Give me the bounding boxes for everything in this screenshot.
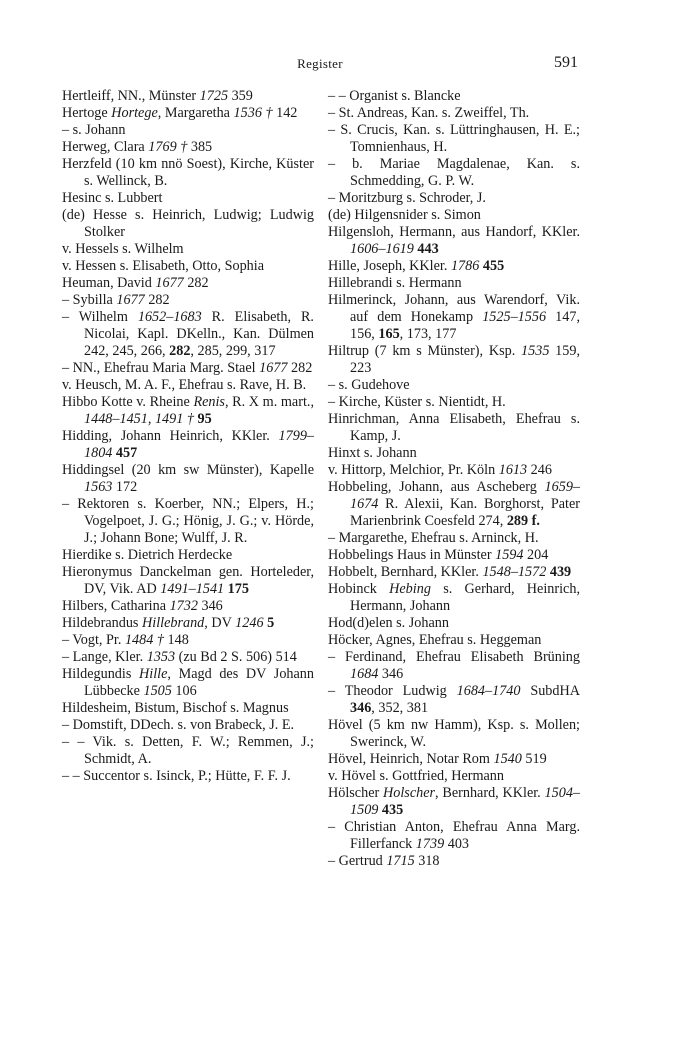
entry-text: – Sybilla (62, 292, 117, 308)
entry-text: Hieronymus Danckelman gen. Horteleder, DV, Vik. AD (62, 564, 314, 597)
index-entry (328, 564, 580, 581)
entry-text: 1732 (169, 598, 198, 614)
index-entry (62, 258, 314, 275)
entry-text: 1684 (350, 666, 379, 682)
entry-text: 1677 (259, 360, 288, 376)
entry-text: 346 (197, 598, 223, 614)
index-entry (328, 343, 580, 377)
page-header (62, 54, 578, 74)
entry-text: Hinxt s. Johann (328, 445, 417, 461)
entry-text: – NN., Ehefrau Maria Marg. Stael (62, 360, 260, 376)
entry-text: Hiltrup (7 km s Münster), Ksp. (328, 343, 522, 359)
entry-text: – Vogt, Pr. (62, 632, 125, 648)
entry-text: Hilgensloh, Hermann, aus Handorf, KKler. (328, 224, 580, 240)
index-entry (328, 615, 580, 632)
entry-text: 359 (228, 88, 253, 104)
index-entry (328, 717, 580, 751)
entry-text: Herweg, Clara (62, 139, 149, 155)
entry-text: Hierdike s. Dietrich Herdecke (62, 547, 233, 563)
entry-text: Höcker, Agnes, Ehefrau s. Heggeman (328, 632, 542, 648)
entry-text: v. Hittorp, Melchior, Pr. Köln (328, 462, 499, 478)
entry-text: 385 (187, 139, 213, 155)
entry-text: Hebing (389, 581, 431, 597)
entry-text: 457 (115, 445, 138, 461)
entry-text: 443 (417, 241, 439, 257)
entry-text: 1484 † (124, 632, 164, 648)
page-number: 591 (554, 54, 578, 71)
index-entry (62, 156, 314, 190)
entry-text: Hillebrandi s. Hermann (328, 275, 462, 291)
entry-text: 1677 (155, 275, 184, 291)
entry-text: Hövel, Heinrich, Notar Rom (328, 751, 494, 767)
entry-text: , 285, 299, 317 (190, 343, 276, 359)
entry-text: Hobbelings Haus in Münster (328, 547, 496, 563)
entry-text: 1715 (386, 853, 415, 869)
index-entry (328, 224, 580, 258)
index-entry (62, 394, 314, 428)
index-entry (62, 241, 314, 258)
entry-text: 1563 (84, 479, 113, 495)
entry-text: Hildegundis (62, 666, 140, 682)
entry-text: 148 (163, 632, 189, 648)
index-entry (328, 156, 580, 190)
entry-text: , Magd des DV Johann Lübbecke (84, 666, 314, 699)
entry-text: Hidding, Johann Heinrich, KKler. (62, 428, 279, 444)
index-column-left (62, 88, 314, 785)
entry-text: 346 (378, 666, 404, 682)
entry-text: 159, 223 (350, 343, 581, 376)
index-entry (328, 445, 580, 462)
entry-text: – Kirche, Küster s. Nientidt, H. (328, 394, 506, 410)
entry-text: 1606–1619 (350, 241, 414, 257)
entry-text: 282 (287, 360, 313, 376)
entry-text: 1725 (199, 88, 229, 104)
index-entry (328, 751, 580, 768)
index-entry (328, 394, 580, 411)
entry-text: Hildebrandus (62, 615, 142, 631)
index-entry (62, 122, 314, 139)
entry-text: 1652–1683 (137, 309, 202, 325)
entry-text: Hilbers, Catharina (62, 598, 170, 614)
index-entry (62, 377, 314, 394)
entry-text: SubdHA (520, 683, 580, 699)
entry-text: 519 (521, 751, 547, 767)
index-entry (328, 275, 580, 292)
entry-text: Hölscher (328, 785, 384, 801)
entry-text: Hertoge (62, 105, 112, 121)
entry-text: – St. Andreas, Kan. s. Zweiffel, Th. (328, 105, 530, 121)
entry-text: – – Succentor s. Isinck, P.; Hütte, F. F. J. (62, 768, 291, 784)
entry-text: Hinrichman, Anna Elisabeth, Ehefrau s. Kamp, J. (328, 411, 580, 444)
entry-text: – – Vik. s. Detten, F. W.; Remmen, J.; Schmidt, A. (62, 734, 314, 767)
entry-text: Hildesheim, Bistum, Bischof s. Magnus (62, 700, 289, 716)
entry-text: Hobinck (328, 581, 390, 597)
entry-text: Hille (139, 666, 168, 682)
entry-text: Heuman, David (62, 275, 156, 291)
index-entry (62, 496, 314, 547)
entry-text: 106 (171, 683, 197, 699)
entry-text: 1540 (493, 751, 522, 767)
entry-text: Hillebrand (142, 615, 205, 631)
entry-text: Holscher (383, 785, 436, 801)
index-entry (62, 309, 314, 360)
index-entry (328, 105, 580, 122)
index-entry (62, 88, 314, 105)
index-entry (328, 785, 580, 819)
entry-text: 1769 † (148, 139, 188, 155)
entry-text: 1536 † (233, 105, 273, 121)
entry-text: , Margaretha (157, 105, 234, 121)
entry-text: (de) Hilgensnider s. Simon (328, 207, 481, 223)
index-entry (328, 207, 580, 224)
index-entry (62, 564, 314, 598)
index-entry (62, 360, 314, 377)
index-entry (62, 666, 314, 700)
entry-text: Hövel (5 km nw Hamm), Ksp. s. Mollen; Swerinck, W. (328, 717, 580, 750)
entry-text: , R. X m. mart., (224, 394, 314, 410)
entry-text: 142 (272, 105, 298, 121)
entry-text: 1613 (498, 462, 528, 478)
entry-text: R. Elisabeth, R. Nicolai, Kapl. DKelln., Kan. Dülmen 242, 245, 266, (84, 309, 314, 359)
index-entry (62, 598, 314, 615)
entry-text: 1799–1804 (84, 428, 314, 461)
index-entry (62, 292, 314, 309)
entry-text: 1786 (450, 258, 480, 274)
index-entry (62, 275, 314, 292)
index-entry (328, 258, 580, 275)
entry-text: v. Hessen s. Elisabeth, Otto, Sophia (62, 258, 265, 274)
entry-text: 1594 (495, 547, 524, 563)
index-entry (328, 88, 580, 105)
entry-text: , DV (204, 615, 236, 631)
entry-text: v. Hövel s. Gottfried, Hermann (328, 768, 504, 784)
entry-text: 282 (169, 343, 191, 359)
entry-text: v. Hessels s. Wilhelm (62, 241, 184, 257)
entry-text: – s. Gudehove (328, 377, 410, 393)
index-entry (328, 581, 580, 615)
entry-text: Hille, Joseph, KKler. (328, 258, 451, 274)
entry-text: 95 (197, 411, 212, 427)
entry-text: 172 (112, 479, 138, 495)
entry-text: v. Heusch, M. A. F., Ehefrau s. Rave, H. B. (62, 377, 307, 393)
entry-text: 435 (381, 802, 404, 818)
entry-text: – Margarethe, Ehefrau s. Arninck, H. (328, 530, 539, 546)
running-title: Register (297, 56, 343, 71)
index-entry (328, 632, 580, 649)
entry-text: 1535 (521, 343, 550, 359)
entry-text: 1684–1740 (456, 683, 521, 699)
entry-text: – Theodor Ludwig (328, 683, 457, 699)
entry-text: Hesinc s. Lubbert (62, 190, 163, 206)
index-entry (328, 530, 580, 547)
entry-text: 455 (482, 258, 505, 274)
entry-text: 175 (227, 581, 249, 597)
index-entry (328, 411, 580, 445)
entry-text: , Bernhard, KKler. (435, 785, 545, 801)
entry-text: – S. Crucis, Kan. s. Lüttringhausen, H. E.; Tomnienhaus, H. (328, 122, 580, 155)
entry-text: 282 (183, 275, 209, 291)
index-entry (328, 547, 580, 564)
entry-text: 5 (267, 615, 275, 631)
entry-text: 282 (144, 292, 170, 308)
entry-text: Hobbelt, Bernhard, KKler. (328, 564, 483, 580)
entry-text: 289 f. (506, 513, 540, 529)
entry-text: , (147, 411, 155, 427)
index-entry (62, 768, 314, 785)
entry-text: 1353 (146, 649, 176, 665)
index-entry (328, 377, 580, 394)
entry-text: 147, 156, (350, 309, 581, 342)
entry-text: R. Alexii, Kan. Borghorst, Pater Marienbrink Coesfeld 274, (350, 496, 580, 529)
entry-text: – Ferdinand, Ehefrau Elisabeth Brüning (328, 649, 580, 665)
entry-text: 204 (523, 547, 549, 563)
entry-text: 1739 (415, 836, 445, 852)
index-entry (62, 105, 314, 122)
entry-text: 1491 † (154, 411, 194, 427)
entry-text: 403 (444, 836, 469, 852)
entry-text: 1525–1556 (482, 309, 547, 325)
index-entry (62, 615, 314, 632)
index-entry (328, 853, 580, 870)
entry-text: Hiddingsel (20 km sw Münster), Kapelle (62, 462, 314, 478)
entry-text: – Moritzburg s. Schroder, J. (328, 190, 486, 206)
entry-text: Hilmerinck, Johann, aus Warendorf, Vik. auf dem Honekamp (328, 292, 580, 325)
entry-text: 246 (527, 462, 552, 478)
entry-text: s. Gerhard, Heinrich, Hermann, Johann (350, 581, 580, 614)
index-entry (328, 819, 580, 853)
entry-text: – – Organist s. Blancke (328, 88, 461, 104)
entry-text: (de) Hesse s. Heinrich, Ludwig; Ludwig Stolker (62, 207, 314, 240)
entry-text: – Christian Anton, Ehefrau Anna Marg. Fillerfanck (328, 819, 580, 852)
index-entry (62, 717, 314, 734)
index-entry (328, 768, 580, 785)
index-entry (62, 462, 314, 496)
index-column-right (328, 88, 580, 870)
entry-text: (zu Bd 2 S. 506) 514 (175, 649, 297, 665)
entry-text: , 173, 177 (399, 326, 457, 342)
entry-text: Hod(d)elen s. Johann (328, 615, 449, 631)
index-entry (62, 428, 314, 462)
index-entry (328, 683, 580, 717)
index-entry (62, 547, 314, 564)
entry-text: 439 (549, 564, 572, 580)
index-entry (328, 462, 580, 479)
index-entry (328, 122, 580, 156)
index-entry (62, 190, 314, 207)
entry-text: 165 (378, 326, 400, 342)
entry-text: – b. Mariae Magdalenae, Kan. s. Schmedding, G. P. W. (328, 156, 580, 189)
index-entry (62, 207, 314, 241)
entry-text: 1448–1451 (84, 411, 148, 427)
index-entry (328, 649, 580, 683)
index-entry (62, 139, 314, 156)
entry-text: Hibbo Kotte v. Rheine (62, 394, 194, 410)
entry-text: – s. Johann (62, 122, 126, 138)
index-entry (62, 649, 314, 666)
index-entry (62, 632, 314, 649)
entry-text: – Lange, Kler. (62, 649, 147, 665)
entry-text: 1246 (235, 615, 264, 631)
entry-text: Herzfeld (10 km nnö Soest), Kirche, Küster s. Wellinck, B. (62, 156, 314, 189)
entry-text: 346 (350, 700, 372, 716)
index-entry (328, 292, 580, 343)
index-entry (62, 700, 314, 717)
entry-text: Hobbeling, Johann, aus Ascheberg (328, 479, 545, 495)
entry-text: 1491–1541 (160, 581, 225, 597)
entry-text: 1659–1674 (350, 479, 580, 512)
entry-text: 318 (414, 853, 440, 869)
entry-text: – Wilhelm (62, 309, 138, 325)
entry-text: 1504–1509 (350, 785, 580, 818)
entry-text: Renis (193, 394, 225, 410)
index-entry (62, 734, 314, 768)
entry-text: Hortege (111, 105, 158, 121)
entry-text: – Gertrud (328, 853, 387, 869)
entry-text: , 352, 381 (371, 700, 429, 716)
entry-text: 1505 (143, 683, 172, 699)
entry-text: 1548–1572 (482, 564, 547, 580)
index-entry (328, 190, 580, 207)
index-entry (328, 479, 580, 530)
entry-text: – Domstift, DDech. s. von Brabeck, J. E. (62, 717, 295, 733)
entry-text: Hertleiff, NN., Münster (62, 88, 200, 104)
entry-text: 1677 (116, 292, 145, 308)
entry-text: – Rektoren s. Koerber, NN.; Elpers, H.; Vogelpoet, J. G.; Hönig, J. G.; v. Hörde, J.; Johann Bone; Wulff, J. R. (62, 496, 314, 546)
